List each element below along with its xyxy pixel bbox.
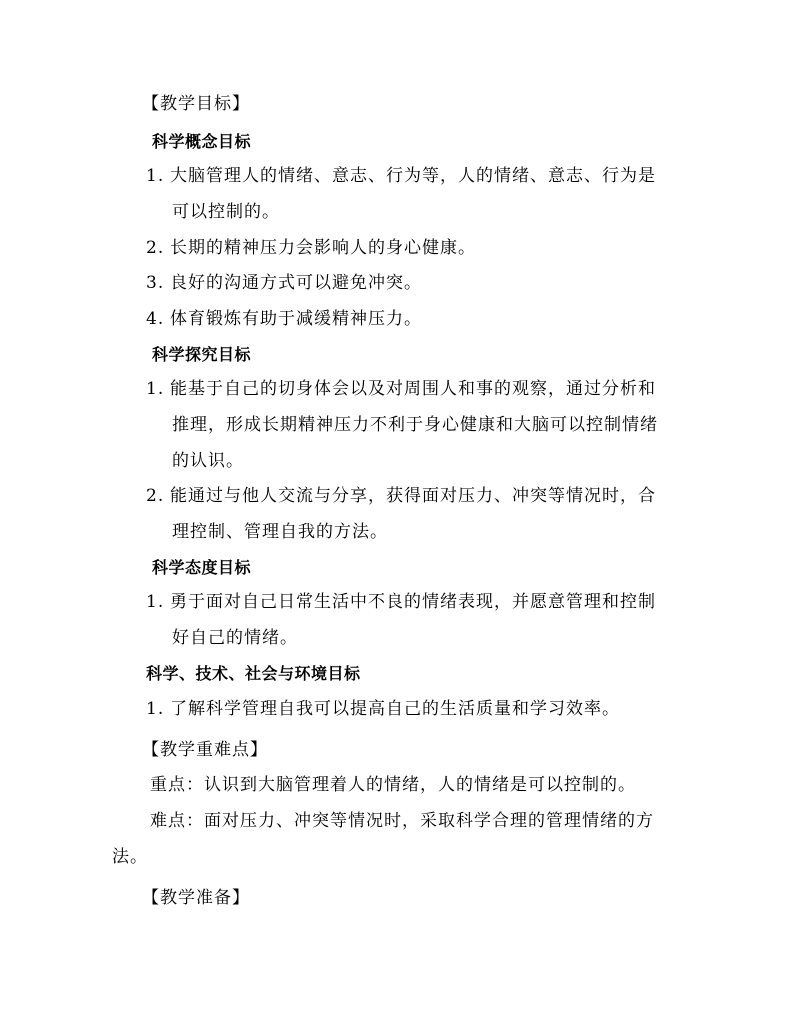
inquiry-item-2-line-1 [146, 484, 656, 508]
difficulty-line-1: 难点：面对压力、冲突等情况时，采取科学合理的管理情绪的方 [150, 811, 654, 831]
list-text: 勇于面对自己日常生活中不良的情绪表现，并愿意管理和控制 [170, 592, 656, 612]
list-number: 1. [146, 592, 165, 612]
inquiry-item-2-line-2: 理控制、管理自我的方法。 [172, 522, 388, 542]
concept-item-3 [146, 271, 422, 295]
concept-goals-title: 科学概念目标 [152, 132, 252, 151]
list-text: 能通过与他人交流与分享，获得面对压力、冲突等情况时，合 [170, 486, 656, 506]
list-text: 体育锻炼有助于减缓精神压力。 [170, 309, 422, 329]
list-number: 2. [146, 486, 165, 506]
concept-item-2 [146, 236, 476, 260]
list-number: 4. [146, 309, 165, 329]
attitude-item-1-line-2: 好自己的情绪。 [172, 628, 298, 648]
list-number: 2. [146, 238, 165, 258]
list-number: 3. [146, 273, 165, 293]
teaching-goals-heading: 【教学目标】 [142, 94, 250, 114]
focus-text: 重点：认识到大脑管理着人的情绪，人的情绪是可以控制的。 [150, 775, 636, 795]
inquiry-item-1-line-3: 的认识。 [172, 451, 244, 471]
list-text: 大脑管理人的情绪、意志、行为等，人的情绪、意志、行为是 [170, 166, 656, 186]
concept-item-4 [146, 307, 422, 331]
attitude-goals-title: 科学态度目标 [152, 558, 252, 577]
concept-item-1-line-1 [146, 164, 656, 188]
stse-item-1 [146, 697, 620, 721]
attitude-item-1-line-1 [146, 590, 656, 614]
list-text: 良好的沟通方式可以避免冲突。 [170, 273, 422, 293]
inquiry-item-1-line-2: 推理，形成长期精神压力不利于身心健康和大脑可以控制情绪 [172, 415, 658, 435]
list-number: 1. [146, 379, 165, 399]
inquiry-goals-title: 科学探究目标 [152, 345, 252, 364]
inquiry-item-1-line-1 [146, 377, 656, 401]
preparation-heading: 【教学准备】 [142, 888, 250, 908]
list-number: 1. [146, 699, 165, 719]
list-text: 能基于自己的切身体会以及对周围人和事的观察，通过分析和 [170, 379, 656, 399]
key-points-heading: 【教学重难点】 [142, 740, 268, 760]
list-text: 长期的精神压力会影响人的身心健康。 [170, 238, 476, 258]
stse-goals-title: 科学、技术、社会与环境目标 [146, 664, 361, 683]
list-number: 1. [146, 166, 165, 186]
concept-item-1-line-2: 可以控制的。 [172, 202, 280, 222]
difficulty-line-2: 法。 [112, 847, 148, 867]
list-text: 了解科学管理自我可以提高自己的生活质量和学习效率。 [170, 699, 620, 719]
